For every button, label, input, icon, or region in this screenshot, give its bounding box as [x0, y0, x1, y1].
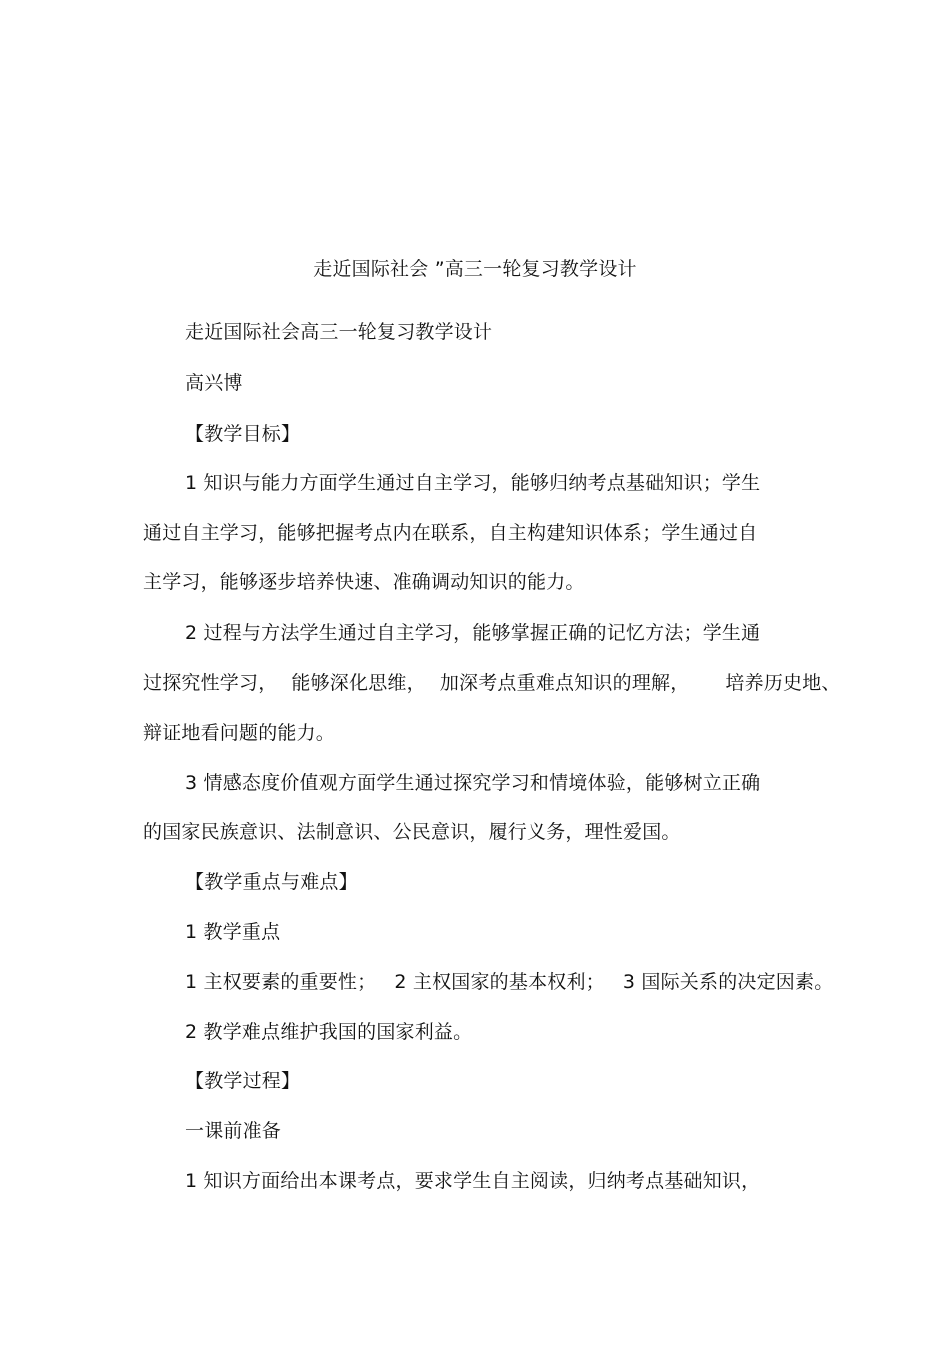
- difficulty-line: 2 教学难点维护我国的国家利益。: [185, 1021, 473, 1043]
- key-points: [185, 969, 833, 995]
- goal3-line2: 的国家民族意识、法制意识、公民意识，履行义务，理性爱国。: [143, 821, 681, 843]
- goal2-line2: [143, 670, 841, 696]
- goal2-line2-part4: 培养历史地、: [725, 672, 841, 694]
- section-heading-key: 【教学重点与难点】: [185, 871, 358, 893]
- key-point-2: 2 主权国家的基本权利；: [394, 971, 605, 993]
- key-point-1: 1 主权要素的重要性；: [185, 971, 377, 993]
- key-point-3: 3 国际关系的决定因素。: [622, 971, 834, 993]
- author-name: 高兴博: [185, 372, 243, 394]
- goal2-line3: 辩证地看问题的能力。: [143, 722, 336, 744]
- goal1-line3: 主学习，能够逐步培养快速、准确调动知识的能力。: [143, 571, 585, 593]
- goal1-line1: 1 知识与能力方面学生通过自主学习，能够归纳考点基础知识；学生: [185, 472, 761, 494]
- goal2-line2-part3: 加深考点重难点知识的理解，: [439, 672, 690, 694]
- key-heading: 1 教学重点: [185, 921, 281, 943]
- section-heading-process: 【教学过程】: [185, 1070, 301, 1092]
- goal2-line2-part2: 能够深化思维，: [291, 672, 426, 694]
- process-item1: 1 知识方面给出本课考点，要求学生自主阅读，归纳考点基础知识，: [185, 1170, 761, 1192]
- document-subtitle: 走近国际社会高三一轮复习教学设计: [185, 321, 493, 343]
- section-heading-goals: 【教学目标】: [185, 423, 301, 445]
- goal2-line2-part1: 过探究性学习，: [143, 672, 278, 694]
- goal3-line1: 3 情感态度价值观方面学生通过探究学习和情境体验，能够树立正确: [185, 772, 761, 794]
- process-step: 一课前准备: [185, 1120, 282, 1142]
- goal1-line2: 通过自主学习，能够把握考点内在联系，自主构建知识体系；学生通过自: [143, 522, 758, 544]
- goal2-line1: 2 过程与方法学生通过自主学习，能够掌握正确的记忆方法；学生通: [185, 622, 761, 644]
- document-title: 走近国际社会 ”高三一轮复习教学设计: [313, 258, 637, 280]
